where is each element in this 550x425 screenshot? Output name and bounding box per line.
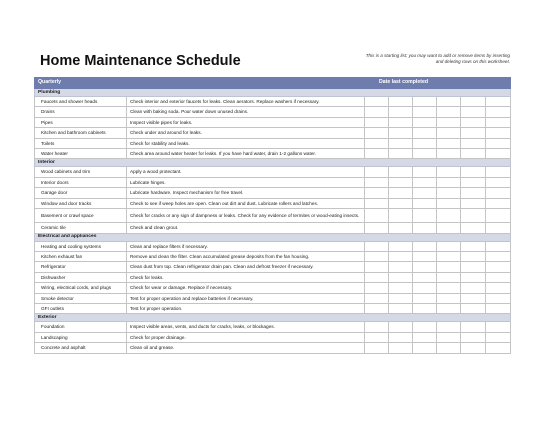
date-cell[interactable] (486, 304, 511, 314)
date-cell[interactable] (486, 97, 511, 107)
date-cell[interactable] (389, 283, 413, 293)
task-cell[interactable]: Clean with baking soda. Pour water down unused drains. (127, 107, 365, 117)
item-name-cell[interactable]: GFI outlets (35, 304, 127, 314)
date-cell[interactable] (437, 97, 461, 107)
date-cell[interactable] (437, 223, 461, 233)
task-cell[interactable]: Check for proper drainage. (127, 332, 365, 342)
item-name-cell[interactable]: Drains (35, 107, 127, 117)
date-cell[interactable] (389, 252, 413, 262)
date-cell[interactable] (486, 332, 511, 342)
date-cell[interactable] (389, 97, 413, 107)
section-title: Interior (35, 159, 511, 167)
task-cell[interactable]: Check for leaks. (127, 272, 365, 282)
table-row (35, 223, 511, 233)
date-cell[interactable] (413, 128, 437, 138)
date-cell[interactable] (389, 262, 413, 272)
date-cell[interactable] (389, 148, 413, 158)
header-period: Quarterly (35, 78, 365, 89)
item-name-cell[interactable]: Garage door (35, 188, 127, 198)
table-row (35, 293, 511, 303)
item-name-cell[interactable]: Toilets (35, 138, 127, 148)
task-cell[interactable]: Apply a wood protectant. (127, 167, 365, 177)
date-cell[interactable] (389, 198, 413, 208)
date-cell[interactable] (413, 283, 437, 293)
date-cell[interactable] (389, 117, 413, 127)
date-cell[interactable] (486, 322, 511, 332)
date-cell[interactable] (437, 332, 461, 342)
item-name-cell[interactable]: Basement or crawl space (35, 208, 127, 222)
maintenance-table (34, 77, 511, 354)
date-cell[interactable] (486, 343, 511, 353)
table-row (35, 304, 511, 314)
date-cell[interactable] (365, 117, 389, 127)
date-cell[interactable] (365, 252, 389, 262)
date-cell[interactable] (365, 208, 389, 222)
date-cell[interactable] (389, 304, 413, 314)
task-cell[interactable]: Clean and replace filters if necessary. (127, 241, 365, 251)
table-row (35, 272, 511, 282)
date-cell[interactable] (413, 167, 437, 177)
date-cell[interactable] (365, 148, 389, 158)
date-cell[interactable] (389, 332, 413, 342)
date-cell[interactable] (486, 198, 511, 208)
date-cell[interactable] (413, 188, 437, 198)
item-name-cell[interactable]: Concrete and asphalt (35, 343, 127, 353)
task-cell[interactable]: Inspect visible pipes for leaks. (127, 117, 365, 127)
date-cell[interactable] (413, 241, 437, 251)
date-cell[interactable] (486, 188, 511, 198)
date-cell[interactable] (461, 262, 486, 272)
date-cell[interactable] (365, 343, 389, 353)
date-cell[interactable] (413, 177, 437, 187)
date-cell[interactable] (437, 283, 461, 293)
date-cell[interactable] (461, 188, 486, 198)
date-cell[interactable] (413, 97, 437, 107)
item-name-cell[interactable]: Pipes (35, 117, 127, 127)
date-cell[interactable] (437, 188, 461, 198)
date-cell[interactable] (486, 117, 511, 127)
date-cell[interactable] (437, 304, 461, 314)
date-cell[interactable] (413, 343, 437, 353)
item-name-cell[interactable]: Foundation (35, 322, 127, 332)
date-cell[interactable] (413, 148, 437, 158)
date-cell[interactable] (365, 223, 389, 233)
item-name-cell[interactable]: Interior doors (35, 177, 127, 187)
item-name-cell[interactable]: Landscaping (35, 332, 127, 342)
date-cell[interactable] (389, 223, 413, 233)
date-cell[interactable] (461, 241, 486, 251)
table-row (35, 322, 511, 332)
date-cell[interactable] (365, 167, 389, 177)
date-cell[interactable] (437, 148, 461, 158)
date-cell[interactable] (461, 322, 486, 332)
date-cell[interactable] (389, 188, 413, 198)
date-cell[interactable] (365, 97, 389, 107)
date-cell[interactable] (486, 208, 511, 222)
section-row (35, 233, 511, 241)
date-cell[interactable] (486, 148, 511, 158)
date-cell[interactable] (437, 128, 461, 138)
item-name-cell[interactable]: Wiring, electrical cords, and plugs (35, 283, 127, 293)
date-cell[interactable] (437, 138, 461, 148)
item-name-cell[interactable]: Dishwasher (35, 272, 127, 282)
date-cell[interactable] (461, 198, 486, 208)
date-cell[interactable] (486, 167, 511, 177)
date-cell[interactable] (389, 107, 413, 117)
date-cell[interactable] (365, 128, 389, 138)
date-cell[interactable] (461, 208, 486, 222)
date-cell[interactable] (486, 241, 511, 251)
item-name-cell[interactable]: Water heater (35, 148, 127, 158)
table-row (35, 343, 511, 353)
task-cell[interactable]: Clean dust from top. Clean refrigerator drain pan. Clean and defrost freezer if necessary. (127, 262, 365, 272)
date-cell[interactable] (365, 177, 389, 187)
date-cell[interactable] (437, 293, 461, 303)
date-cell[interactable] (365, 293, 389, 303)
date-cell[interactable] (389, 343, 413, 353)
date-cell[interactable] (461, 128, 486, 138)
date-cell[interactable] (389, 128, 413, 138)
table-row (35, 188, 511, 198)
date-cell[interactable] (413, 138, 437, 148)
date-cell[interactable] (365, 283, 389, 293)
section-row (35, 89, 511, 97)
task-cell[interactable]: Clean oil and grease. (127, 343, 365, 353)
date-cell[interactable] (365, 107, 389, 117)
table-row (35, 167, 511, 177)
date-cell[interactable] (413, 322, 437, 332)
date-cell[interactable] (389, 293, 413, 303)
date-cell[interactable] (437, 177, 461, 187)
date-cell[interactable] (365, 322, 389, 332)
task-cell[interactable]: Test for proper operation. (127, 304, 365, 314)
table-row (35, 117, 511, 127)
date-cell[interactable] (437, 262, 461, 272)
date-cell[interactable] (389, 138, 413, 148)
date-cell[interactable] (486, 252, 511, 262)
date-cell[interactable] (437, 322, 461, 332)
item-name-cell[interactable]: Kitchen exhaust fan (35, 252, 127, 262)
date-cell[interactable] (461, 107, 486, 117)
date-cell[interactable] (413, 252, 437, 262)
date-cell[interactable] (437, 167, 461, 177)
section-row (35, 159, 511, 167)
date-cell[interactable] (486, 283, 511, 293)
date-cell[interactable] (461, 343, 486, 353)
task-cell[interactable]: Test for proper operation and replace batteries if necessary. (127, 293, 365, 303)
date-cell[interactable] (461, 117, 486, 127)
date-cell[interactable] (365, 188, 389, 198)
date-cell[interactable] (461, 148, 486, 158)
table-row (35, 138, 511, 148)
date-cell[interactable] (461, 332, 486, 342)
date-cell[interactable] (413, 198, 437, 208)
table-row (35, 128, 511, 138)
table-row (35, 97, 511, 107)
table-row (35, 262, 511, 272)
date-cell[interactable] (413, 293, 437, 303)
table-row (35, 198, 511, 208)
section-row (35, 314, 511, 322)
date-cell[interactable] (461, 304, 486, 314)
date-cell[interactable] (413, 272, 437, 282)
date-cell[interactable] (437, 252, 461, 262)
table-row (35, 208, 511, 222)
item-name-cell[interactable]: Heating and cooling systems (35, 241, 127, 251)
table-row (35, 252, 511, 262)
date-cell[interactable] (461, 97, 486, 107)
date-cell[interactable] (389, 208, 413, 222)
task-cell[interactable]: Lubricate hardware. Inspect mechanism for free travel. (127, 188, 365, 198)
item-name-cell[interactable]: Kitchen and bathroom cabinets (35, 128, 127, 138)
date-cell[interactable] (486, 107, 511, 117)
date-cell[interactable] (437, 107, 461, 117)
date-cell[interactable] (461, 283, 486, 293)
table-row (35, 177, 511, 187)
date-cell[interactable] (461, 177, 486, 187)
date-cell[interactable] (413, 208, 437, 222)
date-cell[interactable] (461, 272, 486, 282)
date-cell[interactable] (365, 262, 389, 272)
date-cell[interactable] (437, 272, 461, 282)
date-cell[interactable] (389, 322, 413, 332)
section-title: Exterior (35, 314, 511, 322)
date-cell[interactable] (413, 107, 437, 117)
instruction-note: This is a starting list; you may want to add or remove items by inserting and deleting rows on this worksheet. (365, 53, 510, 65)
date-cell[interactable] (365, 138, 389, 148)
date-cell[interactable] (437, 208, 461, 222)
table-row (35, 107, 511, 117)
section-title: Electrical and appliances (35, 233, 511, 241)
section-title: Plumbing (35, 89, 511, 97)
date-cell[interactable] (437, 343, 461, 353)
date-cell[interactable] (486, 293, 511, 303)
date-cell[interactable] (486, 177, 511, 187)
table-row (35, 241, 511, 251)
task-cell[interactable]: Check and clean grout. (127, 223, 365, 233)
table-row (35, 148, 511, 158)
date-cell[interactable] (365, 198, 389, 208)
table-row (35, 283, 511, 293)
task-cell[interactable]: Check for cracks or any sign of dampness or leaks. Check for any evidence of termites or wood-eating insects. (127, 208, 365, 222)
date-cell[interactable] (437, 241, 461, 251)
header-date-last-completed: Date last completed (365, 78, 511, 89)
date-cell[interactable] (389, 167, 413, 177)
date-cell[interactable] (413, 262, 437, 272)
date-cell[interactable] (486, 272, 511, 282)
item-name-cell[interactable]: Refrigerator (35, 262, 127, 272)
date-cell[interactable] (365, 241, 389, 251)
task-cell[interactable]: Check under and around for leaks. (127, 128, 365, 138)
task-cell[interactable]: Inspect visible areas, vents, and ducts for cracks, leaks, or blockages. (127, 322, 365, 332)
task-cell[interactable]: Remove and clean the filter. Clean accumulated grease deposits from the fan housing. (127, 252, 365, 262)
item-name-cell[interactable]: Wood cabinets and trim (35, 167, 127, 177)
date-cell[interactable] (365, 304, 389, 314)
item-name-cell[interactable]: Smoke detector (35, 293, 127, 303)
date-cell[interactable] (365, 332, 389, 342)
task-cell[interactable]: Check area around water heater for leaks. If you have hard water, drain 1-2 gallons water. (127, 148, 365, 158)
date-cell[interactable] (389, 177, 413, 187)
date-cell[interactable] (461, 252, 486, 262)
date-cell[interactable] (365, 272, 389, 282)
date-cell[interactable] (486, 128, 511, 138)
date-cell[interactable] (437, 198, 461, 208)
date-cell[interactable] (486, 262, 511, 272)
task-cell[interactable]: Check for stability and leaks. (127, 138, 365, 148)
table-header-row (35, 78, 511, 89)
date-cell[interactable] (413, 304, 437, 314)
page-title: Home Maintenance Schedule (40, 53, 241, 69)
date-cell[interactable] (413, 117, 437, 127)
task-cell[interactable]: Check to see if weep holes are open. Clean out dirt and dust. Lubricate rollers and latches. (127, 198, 365, 208)
date-cell[interactable] (486, 138, 511, 148)
date-cell[interactable] (437, 117, 461, 127)
date-cell[interactable] (461, 293, 486, 303)
table-row (35, 332, 511, 342)
date-cell[interactable] (413, 223, 437, 233)
item-name-cell[interactable]: Faucets and shower heads (35, 97, 127, 107)
date-cell[interactable] (413, 332, 437, 342)
date-cell[interactable] (389, 241, 413, 251)
date-cell[interactable] (461, 138, 486, 148)
task-cell[interactable]: Lubricate hinges. (127, 177, 365, 187)
date-cell[interactable] (389, 272, 413, 282)
date-cell[interactable] (461, 223, 486, 233)
task-cell[interactable]: Check interior and exterior faucets for leaks. Clean aerators. Replace washers if necessary. (127, 97, 365, 107)
item-name-cell[interactable]: Ceramic tile (35, 223, 127, 233)
date-cell[interactable] (486, 223, 511, 233)
date-cell[interactable] (461, 167, 486, 177)
item-name-cell[interactable]: Window and door tracks (35, 198, 127, 208)
task-cell[interactable]: Check for wear or damage. Replace if necessary. (127, 283, 365, 293)
